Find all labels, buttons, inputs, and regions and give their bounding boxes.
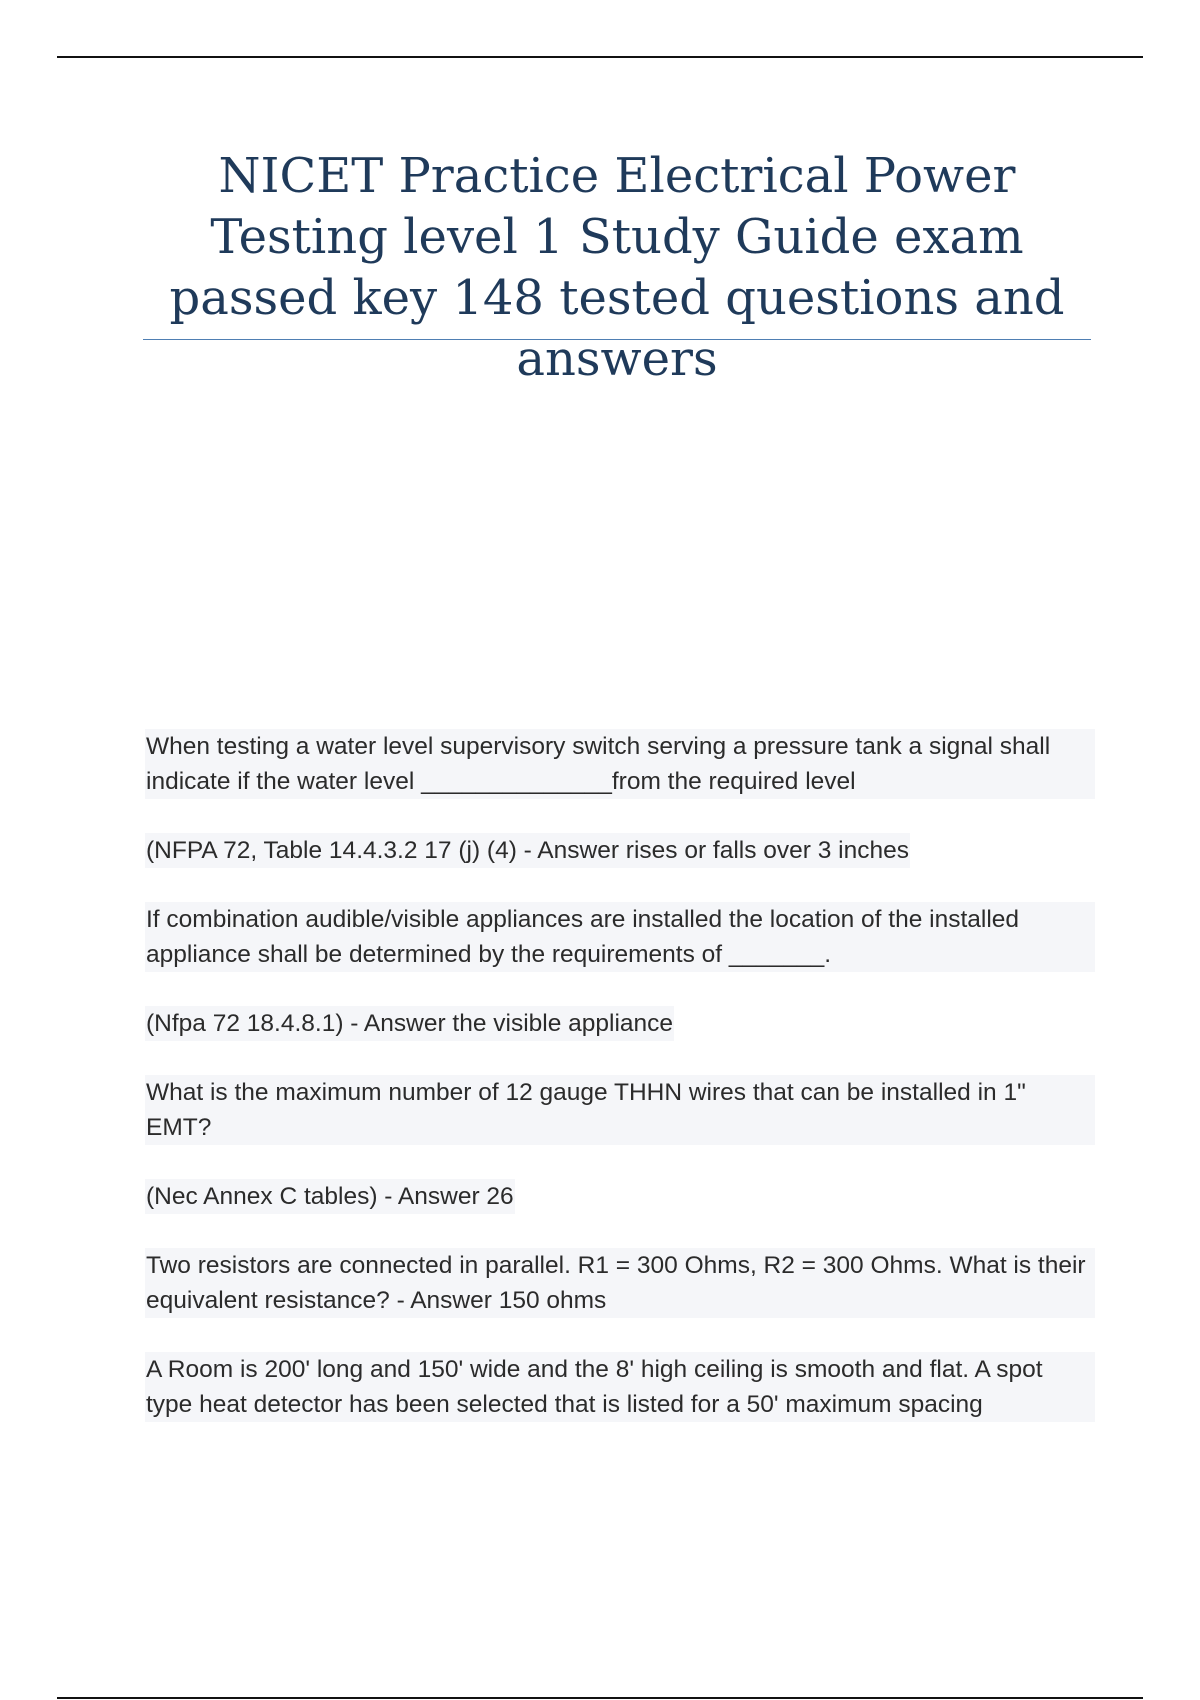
answer-water-level: (NFPA 72, Table 14.4.3.2 17 (j) (4) - Answer rises or falls over 3 inches [145, 833, 910, 868]
answer-appliance-location: (Nfpa 72 18.4.8.1) - Answer the visible appliance [145, 1006, 674, 1041]
document-title: NICET Practice Electrical Power Testing level 1 Study Guide exam passed key 148 tested questions and answers [169, 148, 1065, 387]
question-appliance-location: If combination audible/visible appliances are installed the location of the installed appliance shall be determined by the requirements of _______. [145, 902, 1095, 972]
page-bottom-rule [57, 1697, 1143, 1699]
page-top-rule [57, 56, 1143, 58]
answer-thhn-wires: (Nec Annex C tables) - Answer 26 [145, 1179, 515, 1214]
question-parallel-resistors: Two resistors are connected in parallel. R1 = 300 Ohms, R2 = 300 Ohms. What is their equivalent resistance? - Answer 150 ohms [145, 1248, 1095, 1318]
title-underline [143, 339, 1091, 340]
question-water-level: When testing a water level supervisory switch serving a pressure tank a signal shall indicate if the water level ______________from the required level [145, 729, 1095, 799]
question-thhn-wires: What is the maximum number of 12 gauge THHN wires that can be installed in 1" EMT? [145, 1075, 1095, 1145]
document-body [145, 729, 1095, 1456]
question-heat-detector: A Room is 200' long and 150' wide and the 8' high ceiling is smooth and flat. A spot type heat detector has been selected that is listed for a 50' maximum spacing [145, 1352, 1095, 1422]
